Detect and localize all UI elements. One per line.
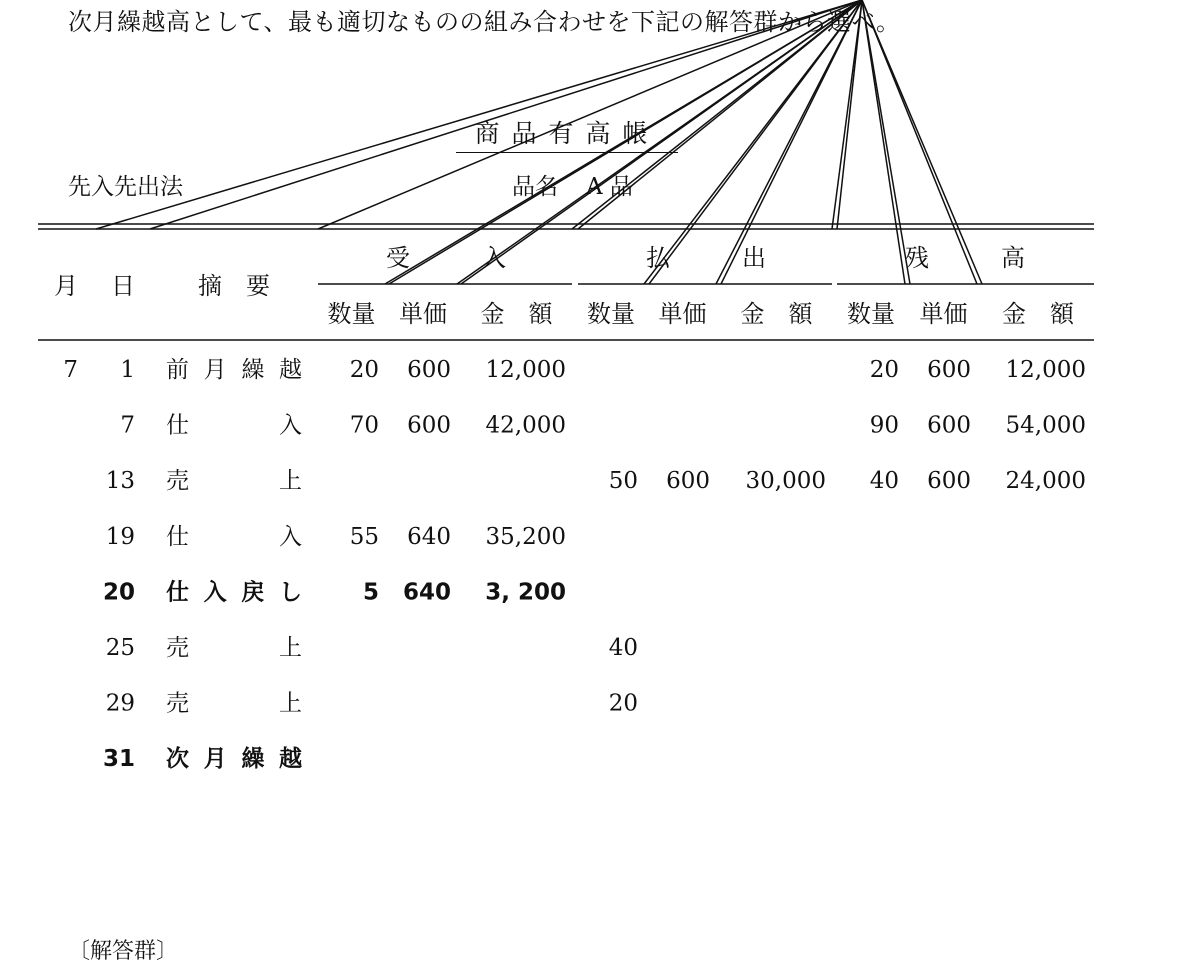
row-ra-cell: 12,000 (485, 357, 566, 383)
row-rp-cell: 600 (407, 412, 451, 439)
grid-line (862, 0, 910, 284)
row-description: 前月繰越 (166, 357, 302, 383)
grid-line (461, 0, 862, 284)
subheader-quantity: 数量 (587, 300, 635, 328)
row-ra-cell: 35,200 (485, 523, 566, 550)
row-day: 31 (102, 746, 135, 773)
header-day: 日 (111, 272, 135, 300)
subheader-amount: 金 額 (740, 300, 813, 328)
row-bq-cell: 20 (869, 357, 899, 383)
header-balance: 残 高 (905, 244, 1025, 272)
row-rq-cell: 70 (349, 412, 379, 439)
grid-line (862, 0, 982, 284)
answer-group-label: 〔解答群〕 (68, 939, 179, 964)
grid-line (318, 0, 862, 229)
ledger-row (106, 524, 566, 550)
costing-method: 先入先出法 (68, 174, 183, 200)
subheader-amount: 金 額 (480, 300, 553, 328)
header-month: 月 (54, 272, 78, 300)
ledger-body (63, 357, 1086, 772)
row-description: 仕入戻し (166, 579, 302, 606)
row-day: 25 (105, 635, 135, 661)
row-ra-cell: 3, 200 (485, 579, 566, 606)
row-rq-cell: 55 (349, 523, 379, 550)
ledger-row (103, 745, 302, 772)
ledger-row (103, 578, 566, 605)
subheader-unit-price: 単価 (919, 300, 968, 328)
row-description: 売上 (166, 635, 302, 661)
row-ba-cell: 54,000 (1005, 412, 1086, 439)
product-label: 品名 (512, 174, 558, 200)
row-iq-cell: 50 (608, 468, 638, 495)
subheader-amount: 金 額 (1002, 300, 1074, 328)
product-name: A 品 (586, 174, 633, 200)
row-rp-cell: 600 (407, 357, 451, 383)
row-bp-cell: 600 (927, 357, 971, 383)
header-description: 摘 要 (198, 272, 270, 300)
subheader-unit-price: 単価 (658, 300, 707, 328)
subheader-quantity: 数量 (327, 300, 376, 328)
row-description: 次月繰越 (166, 746, 302, 773)
grid-line (96, 0, 862, 229)
row-description: 売上 (166, 690, 302, 717)
row-day: 7 (120, 412, 135, 439)
row-iq-cell: 20 (608, 690, 638, 717)
row-day: 13 (105, 468, 135, 495)
row-rp-cell: 640 (407, 523, 451, 550)
row-day: 19 (105, 523, 135, 550)
grid-line (578, 0, 862, 229)
ledger-header-row (54, 244, 1025, 300)
ledger-grid-lines (38, 0, 1094, 340)
row-rq-cell: 20 (349, 357, 379, 383)
row-iq-cell: 40 (608, 635, 638, 661)
row-ip-cell: 600 (666, 468, 710, 495)
row-rq-cell: 5 (362, 579, 379, 606)
row-bp-cell: 600 (927, 412, 971, 439)
row-bq-cell: 90 (869, 412, 899, 439)
subheader-unit-price: 単価 (399, 300, 447, 328)
row-ba-cell: 12,000 (1005, 357, 1086, 383)
row-rp-cell: 640 (402, 579, 451, 606)
ledger-title: 商品有高帳 (456, 114, 678, 153)
grid-line (150, 0, 862, 229)
ledger-row (106, 691, 638, 717)
ledger-row (120, 413, 1086, 439)
row-day: 20 (102, 579, 135, 606)
row-description: 仕入 (166, 412, 302, 439)
row-ra-cell: 42,000 (485, 412, 566, 439)
header-issues: 払 出 (646, 244, 766, 272)
row-ba-cell: 24,000 (1005, 468, 1086, 495)
row-description: 売上 (166, 468, 302, 495)
row-description: 仕入 (166, 523, 302, 550)
ledger-row (106, 635, 638, 661)
row-month: 7 (63, 357, 78, 383)
ledger-row (106, 468, 1086, 494)
subheader-quantity: 数量 (847, 300, 895, 328)
row-day: 1 (120, 357, 135, 383)
grid-line (649, 0, 862, 284)
ledger-row (63, 357, 1086, 383)
header-receipts: 受 入 (386, 244, 506, 272)
row-bp-cell: 600 (927, 468, 971, 495)
question-text: 次月繰越高として、最も適切なものの組み合わせを下記の解答群から選べ。 (68, 8, 901, 36)
row-ia-cell: 30,000 (745, 468, 826, 495)
row-bq-cell: 40 (869, 468, 899, 495)
row-day: 29 (105, 690, 135, 717)
ledger-subheader-row (328, 300, 1075, 328)
grid-line (837, 0, 862, 229)
